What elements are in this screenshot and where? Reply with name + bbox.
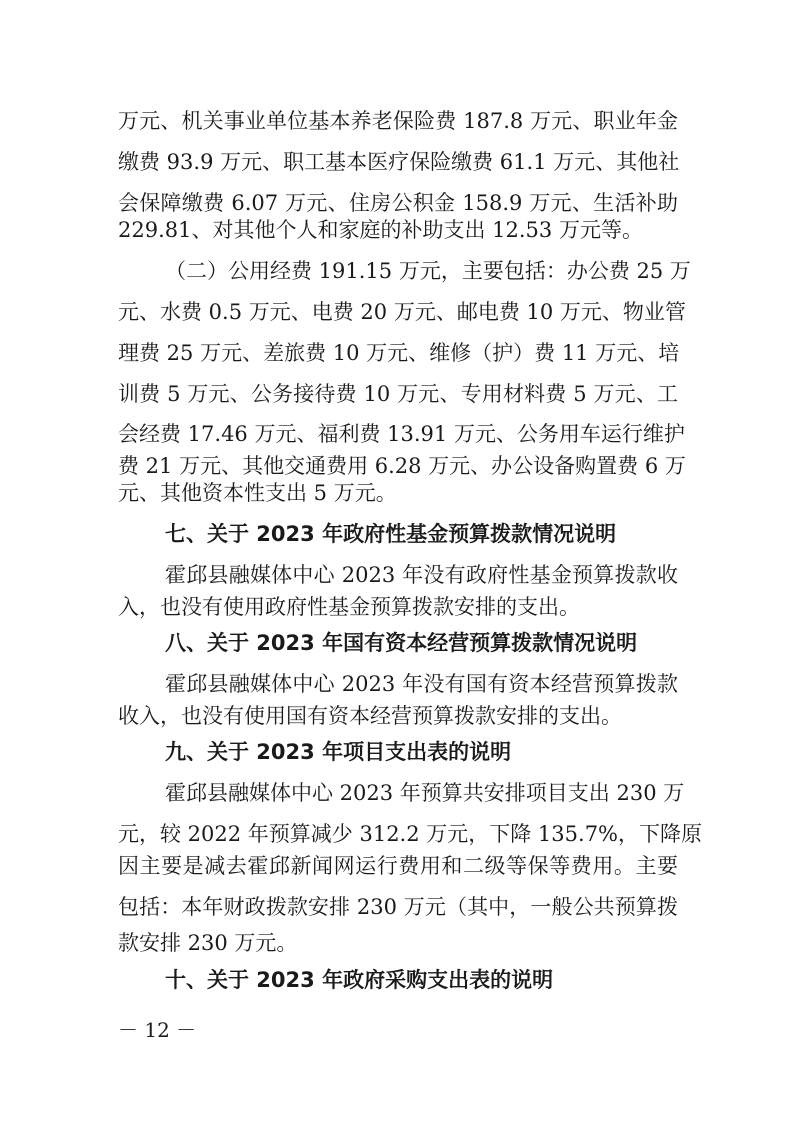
page-number: － 12 － [118,1018,197,1042]
text-line: 霍邱县融媒体中心 2023 年没有政府性基金预算拨款收 [165,563,678,587]
text-line: 霍邱县融媒体中心 2023 年预算共安排项目支出 230 万 [165,781,685,805]
section-heading: 八、关于 2023 年国有资本经营预算拨款情况说明 [165,631,638,655]
text-line: 收入，也没有使用国有资本经营预算拨款安排的支出。 [118,704,622,728]
text-line: 元，较 2022 年预算减少 312.2 万元，下降 135.7%，下降原 [118,822,703,846]
text-line: （二）公用经费 191.15 万元，主要包括：办公费 25 万 [165,259,691,283]
section-heading: 七、关于 2023 年政府性基金预算拨款情况说明 [165,522,617,546]
text-line: 元、其他资本性支出 5 万元。 [118,481,397,505]
text-line: 费 21 万元、其他交通费用 6.28 万元、办公设备购置费 6 万 [118,454,686,478]
text-line: 入，也没有使用政府性基金预算拨款安排的支出。 [118,595,580,619]
text-line: 缴费 93.9 万元、职工基本医疗保险缴费 61.1 万元、其他社 [118,150,680,174]
text-line: 会经费 17.46 万元、福利费 13.91 万元、公务用车运行维护 [118,422,685,446]
text-line: 因主要是减去霍邱新闻网运行费用和二级等保等费用。主要 [118,854,678,878]
text-line: 229.81、对其他个人和家庭的补助支出 12.53 万元等。 [118,218,643,242]
text-line: 款安排 230 万元。 [118,931,298,955]
text-line: 霍邱县融媒体中心 2023 年没有国有资本经营预算拨款 [165,672,678,696]
text-line: 训费 5 万元、公务接待费 10 万元、专用材料费 5 万元、工 [118,382,678,406]
text-line: 包括：本年财政拨款安排 230 万元（其中，一般公共预算拨 [118,895,678,919]
text-line: 会保障缴费 6.07 万元、住房公积金 158.9 万元、生活补助 [118,191,678,215]
text-line: 万元、机关事业单位基本养老保险费 187.8 万元、职业年金 [118,109,678,133]
section-heading: 九、关于 2023 年项目支出表的说明 [165,740,512,764]
text-line: 理费 25 万元、差旅费 10 万元、维修（护）费 11 万元、培 [118,341,680,365]
text-line: 元、水费 0.5 万元、电费 20 万元、邮电费 10 万元、物业管 [118,300,686,324]
section-heading: 十、关于 2023 年政府采购支出表的说明 [165,968,554,992]
